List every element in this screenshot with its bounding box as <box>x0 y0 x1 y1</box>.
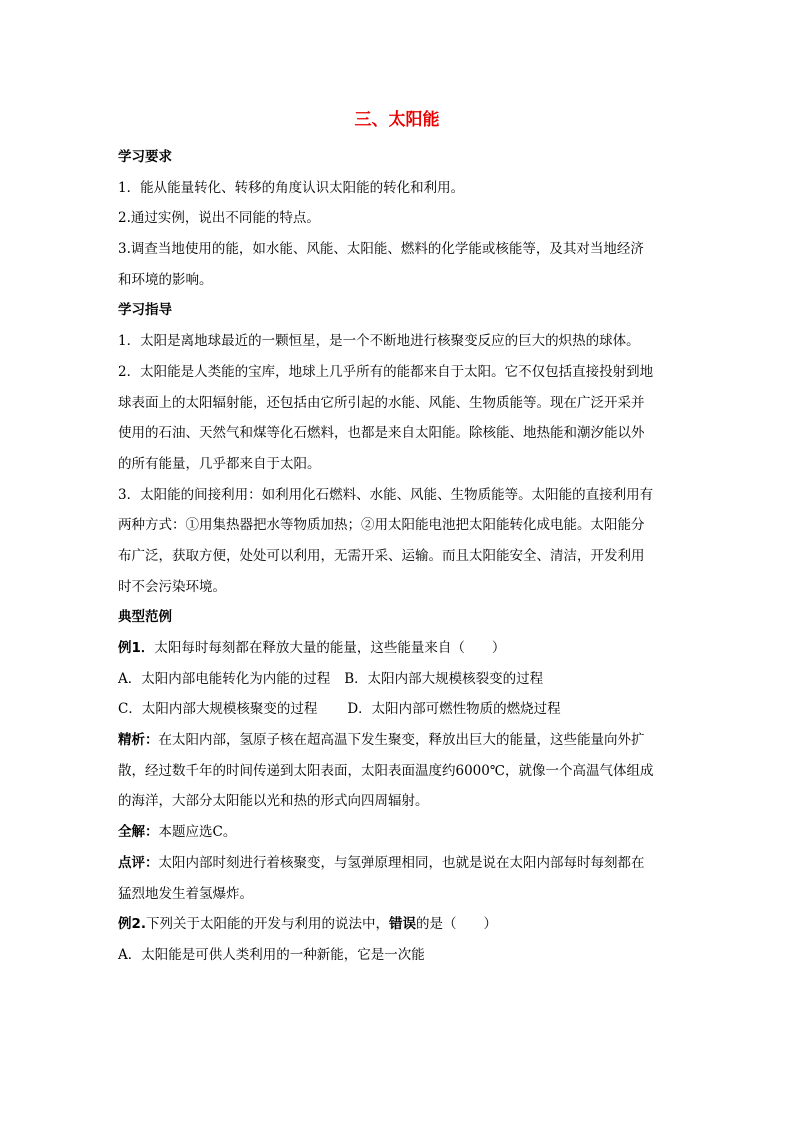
page-title: 三、太阳能 <box>354 110 440 130</box>
section-heading-requirements: 学习要求 <box>118 149 172 165</box>
example-1-option-d: D．太阳内部可燃性物质的燃烧过程 <box>347 701 561 718</box>
example-1-option-c: C．太阳内部大规模核聚变的过程 <box>118 701 318 718</box>
example-1-options-cd <box>118 698 678 729</box>
example-1-option-b: B．太阳内部大规模核裂变的过程 <box>344 670 544 687</box>
example-1-comment-line-1 <box>118 852 678 883</box>
example-1-comment-line-2: 猛烈地发生着氢爆炸。 <box>118 885 253 902</box>
guidance-3-line-2: 两种方式：①用集热器把水等物质加热；②用太阳能电池把太阳能转化成电能。太阳能分 <box>118 517 645 534</box>
solution-text: 本题应选C。 <box>158 824 237 841</box>
example-2-label: 例2. <box>118 916 147 933</box>
guidance-3-line-1: 3．太阳能的间接利用：如利用化石燃料、水能、风能、生物质能等。太阳能的直接利用有 <box>118 486 654 503</box>
guidance-1: 1．太阳是离地球最近的一颗恒星，是一个不断地进行核聚变反应的巨大的炽热的球体。 <box>118 333 640 350</box>
analysis-label: 精析： <box>118 732 159 749</box>
comment-label: 点评： <box>118 854 159 871</box>
guidance-3-line-4: 时不会污染环境。 <box>118 578 226 595</box>
example-1-solution <box>118 821 678 852</box>
section-heading-guidance: 学习指导 <box>118 302 172 319</box>
comment-text-1: 太阳内部时刻进行着核聚变，与氢弹原理相同，也就是说在太阳内部每时每刻都在 <box>158 854 645 871</box>
requirement-1: 1．能从能量转化、转移的角度认识太阳能的转化和利用。 <box>118 179 465 196</box>
requirement-3-line-2: 和环境的影响。 <box>118 271 213 288</box>
example-2-question-post: 的是（ ） <box>416 916 498 933</box>
example-1-question <box>118 637 678 668</box>
guidance-2-line-1: 2．太阳能是人类能的宝库，地球上几乎所有的能都来自于太阳。它不仅包括直接投射到地 <box>118 363 654 380</box>
example-2-option-a: A．太阳能是可供人类利用的一种新能，它是一次能 <box>118 946 425 963</box>
example-1-question-text: 太阳每时每刻都在释放大量的能量，这些能量来自（ ） <box>154 640 506 656</box>
requirement-2: 2.通过实例，说出不同能的特点。 <box>118 210 320 227</box>
example-1-label: 例1． <box>118 640 155 656</box>
section-heading-examples: 典型范例 <box>118 609 172 626</box>
example-1-options-ab <box>118 668 678 699</box>
guidance-2-line-2: 球表面上的太阳辐射能，还包括由它所引起的水能、风能、生物质能等。现在广泛开采并 <box>118 394 645 411</box>
guidance-2-line-3: 使用的石油、天然气和煤等化石燃料，也都是来自太阳能。除核能、地热能和潮汐能以外 <box>118 425 645 442</box>
example-2-question-emphasis: 错误 <box>389 916 417 933</box>
guidance-2-line-4: 的所有能量，几乎都来自于太阳。 <box>118 455 321 472</box>
requirement-3-line-1: 3.调查当地使用的能，如水能、风能、太阳能、燃料的化学能或核能等，及其对当地经济 <box>118 241 644 258</box>
analysis-text-1: 在太阳内部，氢原子核在超高温下发生聚变，释放出巨大的能量，这些能量向外扩 <box>158 732 645 749</box>
document-body <box>118 146 678 975</box>
example-1-analysis-line-2: 散，经过数千年的时间传递到太阳表面，太阳表面温度约6000℃，就像一个高温气体组成 <box>118 762 654 779</box>
example-2-question-pre: 下列关于太阳能的开发与利用的说法中， <box>146 916 390 933</box>
example-1-analysis-line-3: 的海洋，大部分太阳能以光和热的形式向四周辐射。 <box>118 793 429 810</box>
example-1-analysis-line-1 <box>118 729 678 760</box>
guidance-3-line-3: 布广泛，获取方便，处处可以利用，无需开采、运输。而且太阳能安全、清洁，开发利用 <box>118 547 645 564</box>
example-2-question <box>118 913 678 944</box>
solution-label: 全解： <box>118 824 159 841</box>
example-1-option-a: A．太阳内部电能转化为内能的过程 <box>118 670 331 687</box>
